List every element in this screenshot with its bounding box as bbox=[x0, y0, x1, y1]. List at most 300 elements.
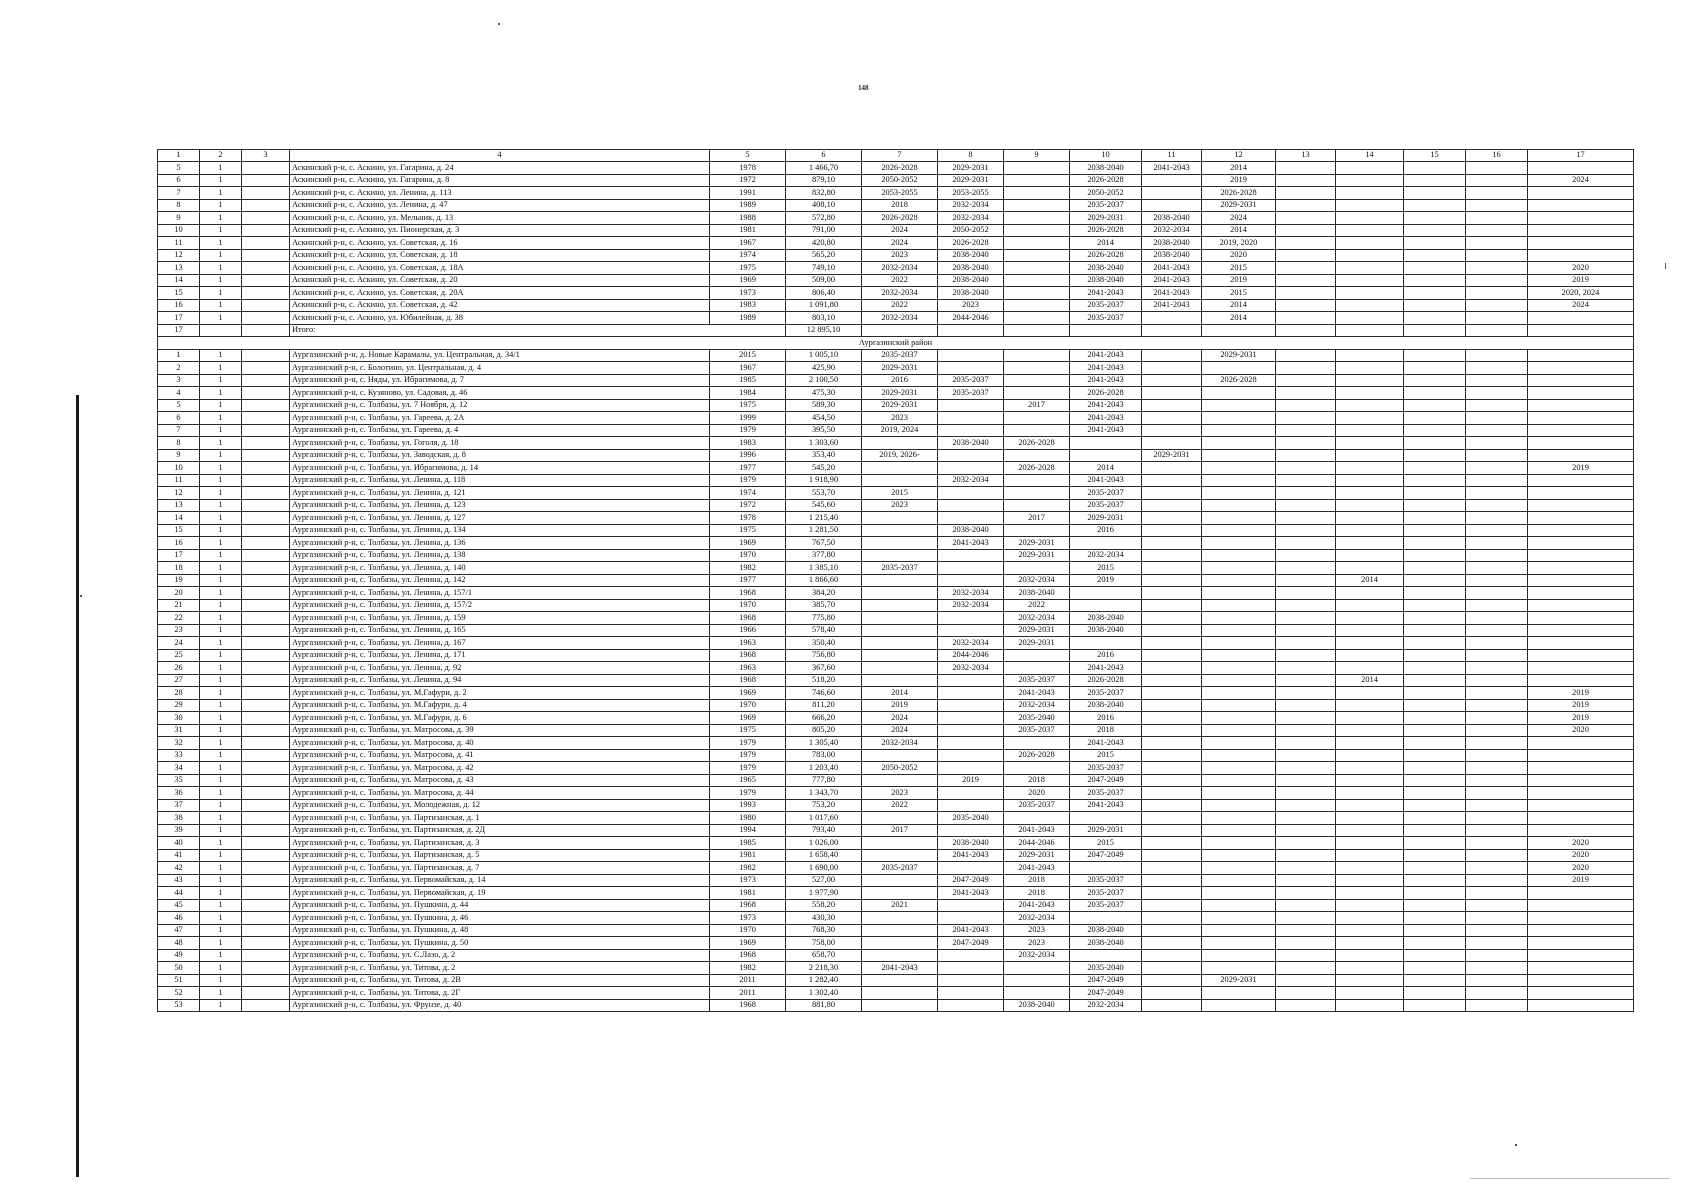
area-cell: 1 305,40 bbox=[786, 737, 862, 750]
period-col8: 2038-2040 bbox=[938, 287, 1004, 300]
table-row bbox=[158, 637, 1634, 650]
period-col13 bbox=[1276, 812, 1336, 825]
area-cell: 758,00 bbox=[786, 937, 862, 950]
period-col13 bbox=[1276, 449, 1336, 462]
empty-cell bbox=[242, 949, 290, 962]
period-col8: 2038-2040 bbox=[938, 524, 1004, 537]
period-col13 bbox=[1276, 412, 1336, 425]
period-col8: 2023 bbox=[938, 299, 1004, 312]
empty-cell bbox=[242, 237, 290, 250]
period-col14 bbox=[1336, 512, 1404, 525]
period-col9: 2041-2043 bbox=[1004, 862, 1070, 875]
period-col14 bbox=[1336, 499, 1404, 512]
period-col12: 2014 bbox=[1202, 162, 1276, 175]
period-col9: 2020 bbox=[1004, 787, 1070, 800]
count-cell: 1 bbox=[200, 424, 242, 437]
column-header-1: 1 bbox=[158, 150, 200, 162]
period-col13 bbox=[1276, 899, 1336, 912]
year-cell: 1970 bbox=[710, 599, 786, 612]
empty-cell bbox=[242, 887, 290, 900]
period-col15 bbox=[1404, 787, 1466, 800]
period-col7: 2026-2028 bbox=[862, 212, 938, 225]
period-col11 bbox=[1142, 387, 1202, 400]
year-cell: 1970 bbox=[710, 699, 786, 712]
area-cell: 509,00 bbox=[786, 274, 862, 287]
empty-cell bbox=[242, 824, 290, 837]
period-col14 bbox=[1336, 312, 1404, 325]
period-col7: 2019, 2026- bbox=[862, 449, 938, 462]
area-cell: 753,20 bbox=[786, 799, 862, 812]
address-cell: Аургазинский р-н, с. Болотино, ул. Центральная, д. 4 bbox=[290, 362, 710, 375]
period-col17 bbox=[1528, 812, 1634, 825]
period-col11 bbox=[1142, 487, 1202, 500]
period-col14 bbox=[1336, 474, 1404, 487]
period-col10 bbox=[1070, 449, 1142, 462]
period-col13 bbox=[1276, 274, 1336, 287]
period-col9 bbox=[1004, 812, 1070, 825]
row-number: 14 bbox=[158, 274, 200, 287]
count-cell: 1 bbox=[200, 474, 242, 487]
period-col9: 2035-2040 bbox=[1004, 712, 1070, 725]
period-col7: 2014 bbox=[862, 687, 938, 700]
address-cell: Аургазинский р-н, с. Толбазы, ул. Ленина, д. 94 bbox=[290, 674, 710, 687]
period-col9: 2041-2043 bbox=[1004, 824, 1070, 837]
table-row bbox=[158, 412, 1634, 425]
table-row bbox=[158, 524, 1634, 537]
period-col16 bbox=[1466, 587, 1528, 600]
address-cell: Аургазинский р-н, с. Толбазы, ул. Ленина, д. 123 bbox=[290, 499, 710, 512]
period-col8: 2019 bbox=[938, 774, 1004, 787]
period-col10: 2035-2037 bbox=[1070, 199, 1142, 212]
period-col10: 2038-2040 bbox=[1070, 937, 1142, 950]
year-cell: 1982 bbox=[710, 562, 786, 575]
period-col11 bbox=[1142, 174, 1202, 187]
period-col16 bbox=[1466, 487, 1528, 500]
period-col16 bbox=[1466, 399, 1528, 412]
year-cell: 1979 bbox=[710, 762, 786, 775]
period-col8: 2038-2040 bbox=[938, 249, 1004, 262]
period-col7: 2035-2037 bbox=[862, 349, 938, 362]
address-cell: Аургазинский р-н, с. Толбазы, ул. Ленина, д. 159 bbox=[290, 612, 710, 625]
empty-cell bbox=[242, 524, 290, 537]
period-col15 bbox=[1404, 749, 1466, 762]
period-col7: 2017 bbox=[862, 824, 938, 837]
address-cell: Аскинский р-н, с. Аскино, ул. Советская, д. 16 bbox=[290, 237, 710, 250]
count-cell: 1 bbox=[200, 837, 242, 850]
period-col16 bbox=[1466, 937, 1528, 950]
row-number: 26 bbox=[158, 662, 200, 675]
count-cell: 1 bbox=[200, 949, 242, 962]
period-col8: 2041-2043 bbox=[938, 924, 1004, 937]
period-col12 bbox=[1202, 937, 1276, 950]
period-col11 bbox=[1142, 887, 1202, 900]
period-col10: 2035-2037 bbox=[1070, 887, 1142, 900]
address-cell: Аургазинский р-н, с. Толбазы, ул. Ленина, д. 136 bbox=[290, 537, 710, 550]
period-col16 bbox=[1466, 949, 1528, 962]
address-cell: Аургазинский р-н, с. Толбазы, ул. Партизанская, д. 5 bbox=[290, 849, 710, 862]
period-col12 bbox=[1202, 662, 1276, 675]
period-col11 bbox=[1142, 899, 1202, 912]
period-col15 bbox=[1404, 387, 1466, 400]
period-col13 bbox=[1276, 587, 1336, 600]
period-col17 bbox=[1528, 162, 1634, 175]
period-col9: 2017 bbox=[1004, 512, 1070, 525]
empty-cell bbox=[242, 612, 290, 625]
empty-cell bbox=[242, 199, 290, 212]
row-number: 6 bbox=[158, 174, 200, 187]
period-col12 bbox=[1202, 849, 1276, 862]
period-col13 bbox=[1276, 937, 1336, 950]
column-header-7: 7 bbox=[862, 150, 938, 162]
period-col15 bbox=[1404, 262, 1466, 275]
table-row bbox=[158, 887, 1634, 900]
year-cell: 2011 bbox=[710, 974, 786, 987]
period-col16 bbox=[1466, 562, 1528, 575]
count-cell: 1 bbox=[200, 162, 242, 175]
year-cell: 1977 bbox=[710, 462, 786, 475]
period-col12 bbox=[1202, 537, 1276, 550]
period-col11: 2041-2043 bbox=[1142, 274, 1202, 287]
period-col10: 2038-2040 bbox=[1070, 612, 1142, 625]
year-cell: 1973 bbox=[710, 287, 786, 300]
period-col10: 2018 bbox=[1070, 724, 1142, 737]
period-col13 bbox=[1276, 749, 1336, 762]
period-col9: 2032-2034 bbox=[1004, 949, 1070, 962]
period-col12 bbox=[1202, 924, 1276, 937]
period-col14 bbox=[1336, 837, 1404, 850]
empty-cell bbox=[242, 399, 290, 412]
table-row bbox=[158, 299, 1634, 312]
period-col17 bbox=[1528, 624, 1634, 637]
area-cell: 1 005,10 bbox=[786, 349, 862, 362]
year-cell: 1978 bbox=[710, 512, 786, 525]
period-col13 bbox=[1276, 762, 1336, 775]
count-cell: 1 bbox=[200, 312, 242, 325]
period-col12 bbox=[1202, 699, 1276, 712]
period-col8 bbox=[938, 349, 1004, 362]
period-col12: 2014 bbox=[1202, 299, 1276, 312]
period-col7: 2015 bbox=[862, 487, 938, 500]
period-col9 bbox=[1004, 212, 1070, 225]
period-col13 bbox=[1276, 374, 1336, 387]
period-col16 bbox=[1466, 249, 1528, 262]
count-cell: 1 bbox=[200, 774, 242, 787]
period-col8 bbox=[938, 949, 1004, 962]
area-cell: 430,30 bbox=[786, 912, 862, 925]
address-cell: Аургазинский р-н, с. Толбазы, ул. Пушкина, д. 50 bbox=[290, 937, 710, 950]
period-col14 bbox=[1336, 849, 1404, 862]
period-col14: 2014 bbox=[1336, 674, 1404, 687]
column-header-12: 12 bbox=[1202, 150, 1276, 162]
period-col15 bbox=[1404, 862, 1466, 875]
period-col12 bbox=[1202, 524, 1276, 537]
empty-cell bbox=[242, 212, 290, 225]
table-row bbox=[158, 574, 1634, 587]
period-col16 bbox=[1466, 762, 1528, 775]
period-col7: 2032-2034 bbox=[862, 287, 938, 300]
period-col12 bbox=[1202, 387, 1276, 400]
period-col14 bbox=[1336, 637, 1404, 650]
period-col11: 2041-2043 bbox=[1142, 287, 1202, 300]
count-cell: 1 bbox=[200, 662, 242, 675]
period-col8: 2041-2043 bbox=[938, 849, 1004, 862]
period-col9: 2029-2031 bbox=[1004, 537, 1070, 550]
year-cell: 2015 bbox=[710, 349, 786, 362]
period-col14 bbox=[1336, 412, 1404, 425]
table-row bbox=[158, 662, 1634, 675]
address-cell: Аургазинский р-н, с. Толбазы, ул. Ленина, д. 127 bbox=[290, 512, 710, 525]
period-col15 bbox=[1404, 774, 1466, 787]
period-col12 bbox=[1202, 737, 1276, 750]
count-cell: 1 bbox=[200, 499, 242, 512]
address-cell: Аургазинский р-н, с. Толбазы, ул. Матросова, д. 42 bbox=[290, 762, 710, 775]
empty-cell bbox=[242, 737, 290, 750]
period-col10: 2015 bbox=[1070, 837, 1142, 850]
period-col14 bbox=[1336, 999, 1404, 1012]
period-col14 bbox=[1336, 162, 1404, 175]
period-col14 bbox=[1336, 762, 1404, 775]
year-cell: 1975 bbox=[710, 262, 786, 275]
period-col7: 2021 bbox=[862, 899, 938, 912]
period-col8 bbox=[938, 512, 1004, 525]
period-col14 bbox=[1336, 599, 1404, 612]
year-cell: 1974 bbox=[710, 487, 786, 500]
table-row bbox=[158, 487, 1634, 500]
period-col17 bbox=[1528, 524, 1634, 537]
period-col13 bbox=[1276, 524, 1336, 537]
period-col13 bbox=[1276, 174, 1336, 187]
count-cell: 1 bbox=[200, 349, 242, 362]
area-cell: 572,80 bbox=[786, 212, 862, 225]
column-header-17: 17 bbox=[1528, 150, 1634, 162]
period-col9 bbox=[1004, 737, 1070, 750]
table-row bbox=[158, 987, 1634, 1000]
period-col13 bbox=[1276, 637, 1336, 650]
period-col11 bbox=[1142, 537, 1202, 550]
column-number-header bbox=[158, 150, 1634, 162]
table-row bbox=[158, 649, 1634, 662]
area-cell: 793,40 bbox=[786, 824, 862, 837]
period-col16 bbox=[1466, 299, 1528, 312]
table-body bbox=[158, 150, 1634, 1012]
empty-cell bbox=[242, 474, 290, 487]
year-cell: 1975 bbox=[710, 399, 786, 412]
period-col9 bbox=[1004, 287, 1070, 300]
period-col15 bbox=[1404, 624, 1466, 637]
period-col15 bbox=[1404, 249, 1466, 262]
year-cell: 1979 bbox=[710, 737, 786, 750]
address-cell: Аскинский р-н, с. Аскино, ул. Гагарина, д. 8 bbox=[290, 174, 710, 187]
period-col13 bbox=[1276, 687, 1336, 700]
period-col15 bbox=[1404, 937, 1466, 950]
table-row bbox=[158, 837, 1634, 850]
period-col12 bbox=[1202, 762, 1276, 775]
table-row bbox=[158, 874, 1634, 887]
period-col11 bbox=[1142, 649, 1202, 662]
area-cell: 749,10 bbox=[786, 262, 862, 275]
row-number: 13 bbox=[158, 262, 200, 275]
count-cell: 1 bbox=[200, 987, 242, 1000]
count-cell: 1 bbox=[200, 687, 242, 700]
period-col12: 2014 bbox=[1202, 312, 1276, 325]
table-row bbox=[158, 174, 1634, 187]
period-col7: 2023 bbox=[862, 412, 938, 425]
period-col7 bbox=[862, 949, 938, 962]
year-cell: 1968 bbox=[710, 649, 786, 662]
period-col15 bbox=[1404, 224, 1466, 237]
scan-edge-line bbox=[1470, 1178, 1670, 1179]
address-cell: Аургазинский р-н, с. Толбазы, ул. Ленина, д. 157/1 bbox=[290, 587, 710, 600]
column-header-6: 6 bbox=[786, 150, 862, 162]
row-number: 9 bbox=[158, 449, 200, 462]
period-col15 bbox=[1404, 612, 1466, 625]
period-col16 bbox=[1466, 224, 1528, 237]
empty-cell bbox=[1466, 324, 1528, 337]
area-cell: 518,20 bbox=[786, 674, 862, 687]
row-number: 25 bbox=[158, 649, 200, 662]
period-col9: 2044-2046 bbox=[1004, 837, 1070, 850]
period-col11 bbox=[1142, 312, 1202, 325]
period-col7: 2019, 2024 bbox=[862, 424, 938, 437]
period-col14 bbox=[1336, 424, 1404, 437]
address-cell: Аургазинский р-н, д. Новые Карамалы, ул. Центральная, д. 34/1 bbox=[290, 349, 710, 362]
period-col11 bbox=[1142, 799, 1202, 812]
period-col17: 2020 bbox=[1528, 724, 1634, 737]
period-col8: 2026-2028 bbox=[938, 237, 1004, 250]
period-col15 bbox=[1404, 824, 1466, 837]
period-col11 bbox=[1142, 412, 1202, 425]
period-col9: 2029-2031 bbox=[1004, 624, 1070, 637]
period-col7: 2035-2037 bbox=[862, 562, 938, 575]
area-cell: 589,30 bbox=[786, 399, 862, 412]
table-row bbox=[158, 224, 1634, 237]
row-number: 38 bbox=[158, 812, 200, 825]
empty-cell bbox=[242, 849, 290, 862]
period-col8: 2035-2040 bbox=[938, 812, 1004, 825]
empty-cell bbox=[242, 974, 290, 987]
empty-cell bbox=[242, 587, 290, 600]
row-number: 29 bbox=[158, 699, 200, 712]
period-col16 bbox=[1466, 162, 1528, 175]
year-cell: 1977 bbox=[710, 574, 786, 587]
period-col14 bbox=[1336, 899, 1404, 912]
period-col8 bbox=[938, 462, 1004, 475]
period-col14 bbox=[1336, 799, 1404, 812]
address-cell: Аургазинский р-н, с. Толбазы, ул. М.Гафури, д. 6 bbox=[290, 712, 710, 725]
period-col10: 2041-2043 bbox=[1070, 662, 1142, 675]
row-number: 16 bbox=[158, 299, 200, 312]
period-col11 bbox=[1142, 374, 1202, 387]
period-col10: 2047-2049 bbox=[1070, 849, 1142, 862]
period-col12: 2026-2028 bbox=[1202, 374, 1276, 387]
period-col14 bbox=[1336, 737, 1404, 750]
row-number: 27 bbox=[158, 674, 200, 687]
period-col7: 2022 bbox=[862, 799, 938, 812]
count-cell: 1 bbox=[200, 699, 242, 712]
period-col9: 2023 bbox=[1004, 937, 1070, 950]
period-col13 bbox=[1276, 312, 1336, 325]
area-cell: 367,60 bbox=[786, 662, 862, 675]
period-col17: 2019 bbox=[1528, 687, 1634, 700]
row-number: 24 bbox=[158, 637, 200, 650]
period-col15 bbox=[1404, 437, 1466, 450]
period-col14 bbox=[1336, 224, 1404, 237]
period-col13 bbox=[1276, 649, 1336, 662]
empty-cell bbox=[1142, 324, 1202, 337]
row-number: 48 bbox=[158, 937, 200, 950]
period-col15 bbox=[1404, 887, 1466, 900]
period-col16 bbox=[1466, 974, 1528, 987]
period-col9 bbox=[1004, 262, 1070, 275]
area-cell: 384,20 bbox=[786, 587, 862, 600]
year-cell: 1996 bbox=[710, 449, 786, 462]
period-col14 bbox=[1336, 912, 1404, 925]
empty-cell bbox=[242, 674, 290, 687]
period-col8 bbox=[938, 424, 1004, 437]
period-col17 bbox=[1528, 237, 1634, 250]
row-number: 37 bbox=[158, 799, 200, 812]
column-header-13: 13 bbox=[1276, 150, 1336, 162]
period-col15 bbox=[1404, 899, 1466, 912]
period-col9 bbox=[1004, 224, 1070, 237]
column-header-2: 2 bbox=[200, 150, 242, 162]
year-cell: 1983 bbox=[710, 437, 786, 450]
period-col12 bbox=[1202, 749, 1276, 762]
period-col8: 2032-2034 bbox=[938, 199, 1004, 212]
period-col15 bbox=[1404, 637, 1466, 650]
period-col10: 2019 bbox=[1070, 574, 1142, 587]
empty-cell bbox=[242, 699, 290, 712]
row-number: 5 bbox=[158, 162, 200, 175]
period-col9: 2026-2028 bbox=[1004, 749, 1070, 762]
area-cell: 2 218,30 bbox=[786, 962, 862, 975]
period-col9 bbox=[1004, 662, 1070, 675]
column-header-8: 8 bbox=[938, 150, 1004, 162]
period-col8 bbox=[938, 624, 1004, 637]
empty-cell bbox=[242, 249, 290, 262]
year-cell: 1973 bbox=[710, 874, 786, 887]
period-col12 bbox=[1202, 674, 1276, 687]
period-col15 bbox=[1404, 574, 1466, 587]
period-col15 bbox=[1404, 974, 1466, 987]
section-title: Аургазинский район bbox=[158, 337, 1634, 350]
period-col10: 2015 bbox=[1070, 749, 1142, 762]
period-col12 bbox=[1202, 799, 1276, 812]
row-number: 19 bbox=[158, 574, 200, 587]
period-col11 bbox=[1142, 349, 1202, 362]
period-col13 bbox=[1276, 912, 1336, 925]
period-col10: 2038-2040 bbox=[1070, 924, 1142, 937]
period-col17: 2019 bbox=[1528, 874, 1634, 887]
count-cell: 1 bbox=[200, 674, 242, 687]
period-col15 bbox=[1404, 474, 1466, 487]
period-col15 bbox=[1404, 274, 1466, 287]
period-col9: 2029-2031 bbox=[1004, 849, 1070, 862]
period-col8 bbox=[938, 987, 1004, 1000]
period-col13 bbox=[1276, 624, 1336, 637]
year-cell: 1969 bbox=[710, 687, 786, 700]
period-col8 bbox=[938, 449, 1004, 462]
row-number: 31 bbox=[158, 724, 200, 737]
period-col15 bbox=[1404, 462, 1466, 475]
period-col11 bbox=[1142, 512, 1202, 525]
period-col16 bbox=[1466, 649, 1528, 662]
period-col14 bbox=[1336, 287, 1404, 300]
period-col7: 2041-2043 bbox=[862, 962, 938, 975]
year-cell: 1981 bbox=[710, 224, 786, 237]
period-col11: 2041-2043 bbox=[1142, 262, 1202, 275]
table-row bbox=[158, 437, 1634, 450]
